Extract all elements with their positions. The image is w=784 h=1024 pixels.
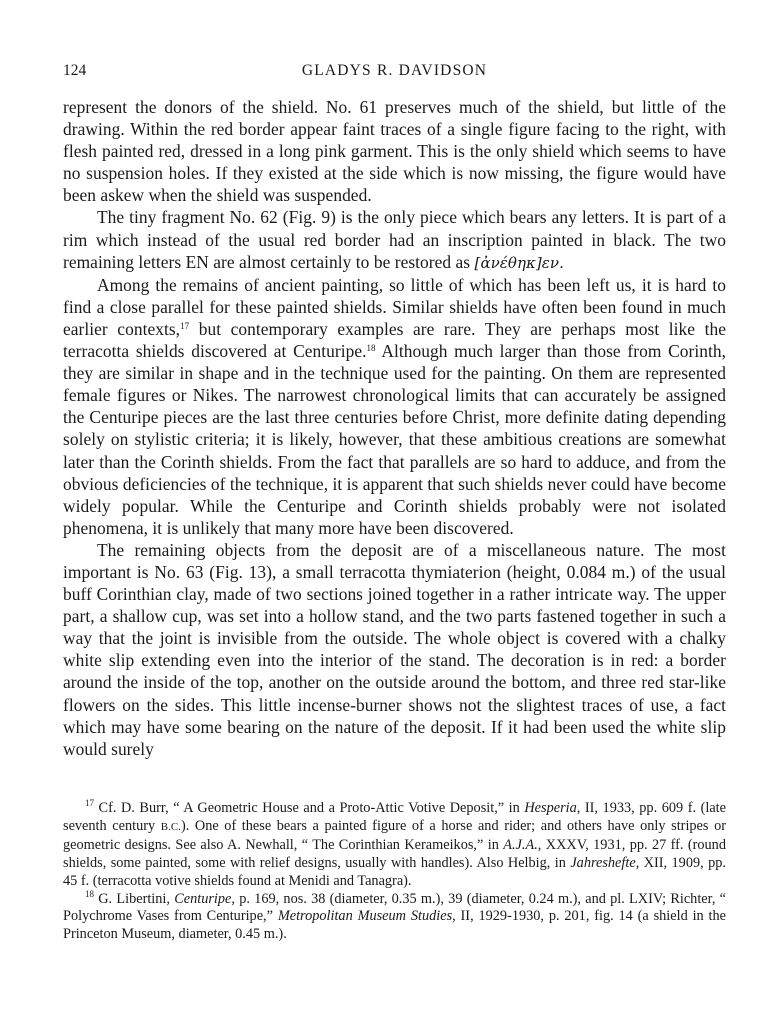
paragraph-3 — [63, 274, 726, 539]
footnote-text: , II, 1933, pp. 609 f. (late seventh century — [63, 800, 726, 834]
footnote-18-number: 18 — [85, 888, 94, 899]
footnote-italic: A.J.A. — [503, 836, 538, 853]
footnote-text: , II, 1929-1930, p. 201, fig. 14 (a shield in the Princeton Museum, diameter, 0.45 m.). — [63, 908, 726, 943]
footnote-text: , XII, 1909, pp. 45 f. (terracotta votive shields found at Menidi and Tanagra). — [63, 854, 726, 889]
footnote-text: Cf. D. Burr, “ A Geometric House and a Proto-Attic Votive Deposit,” in — [94, 800, 525, 816]
paragraph-3-part-c: Although much larger than those from Corinth, they are similar in shape and in the technique used for the painting. On them are represented female figures or Nikes. The narrowest chronological limits that can accurately be assigned the Centuripe pieces are the last three centuries before Christ, more definite dating depending solely on stylistic criteria; it is likely, however, that these ambitious creations are somewhat later than the Corinth shields. From the fact that parallels are so hard to adduce, and from the obvious deficiencies of the technique, it is apparent that such shields never could have become widely popular. While the Centuripe and Corinth shields probably were not isolated phenomena, it is unlikely that many more have been discovered. — [63, 341, 726, 538]
main-text — [63, 96, 726, 760]
paragraph-4: The remaining objects from the deposit are of a miscellaneous nature. The most important is No. 63 (Fig. 13), a small terracotta thymiaterion (height, 0.084 m.) of the usual buff Corinthian clay, made of two sections joined together in a rather intricate way. The upper part, a shallow cup, was set into a hollow stand, and the two parts fastened together in such a way that the joint is invisible from the outside. The whole object is covered with a chalky white slip extending even into the interior of the stand. The decoration is in red: a border around the inside of the top, another on the outside around the bottom, and three red star-like flowers on the sides. This little incense-burner shows not the slightest traces of use, a fact which may have some bearing on the nature of the deposit. If it had been used the white slip would surely — [63, 539, 726, 759]
footnote-italic: Centuripe — [174, 890, 232, 907]
greek-restoration: [ἀνέθηκ]εν. — [474, 253, 564, 272]
footnote-17-number: 17 — [85, 798, 94, 808]
footnote-ref-18[interactable]: 18 — [366, 343, 376, 354]
footnote-text: , XXXV, 1931, pp. 27 ff. (round shields, some painted, some with relief designs, usually with handles). Also Helbig, in — [63, 836, 726, 871]
paragraph-3-part-b: but contemporary examples are rare. They are perhaps most like the terracotta shields discovered at Centuripe. — [63, 318, 726, 362]
footnote-18 — [63, 888, 726, 945]
running-head: GLADYS R. DAVIDSON — [301, 62, 488, 79]
paragraph-3-part-a: Among the remains of ancient painting, so little of which has been left us, it is hard to find a close parallel for these painted shields. Similar shields have often been found in much earlier contexts, — [63, 274, 726, 339]
page-number: 124 — [63, 62, 87, 79]
footnote-text: , p. 169, nos. 38 (diameter, 0.35 m.), 39 (diameter, 0.24 m.), and pl. LXIV; Richter, “ Polychrome Vases from Centuripe,” — [63, 890, 726, 925]
footnote-ref-17[interactable]: 17 — [180, 320, 190, 331]
footnotes — [63, 800, 726, 944]
paragraph-2 — [63, 206, 726, 273]
page-header — [63, 62, 726, 82]
footnote-smallcaps: B.C. — [160, 820, 181, 833]
footnote-italic: Metropolitan Museum Studies — [277, 908, 453, 925]
footnote-text: ). One of these bears a painted figure of a horse and rider; and others have only stripes or geometric designs. See also A. Newhall, “ The Corinthian Kerameikos,” in — [63, 817, 726, 853]
paragraph-1: represent the donors of the shield. No. 61 preserves much of the shield, but little of the drawing. Within the red border appear faint traces of a single figure facing to the right, with flesh painted red, dressed in a long pink garment. This is the only shield which seems to have no suspension holes. If they existed at the side which is now missing, the figure would have been askew when the shield was suspended. — [63, 97, 726, 206]
footnote-17 — [63, 800, 726, 891]
footnote-text: G. Libertini, — [94, 890, 175, 907]
paragraph-2-text: The tiny fragment No. 62 (Fig. 9) is the only piece which bears any letters. It is part of a rim which instead of the usual red border had an inscription painted in black. The two remaining letters EN are almost certainly to be restored as — [63, 207, 726, 272]
footnote-italic: Hesperia — [524, 800, 577, 816]
footnote-italic: Jahreshefte — [570, 854, 636, 871]
